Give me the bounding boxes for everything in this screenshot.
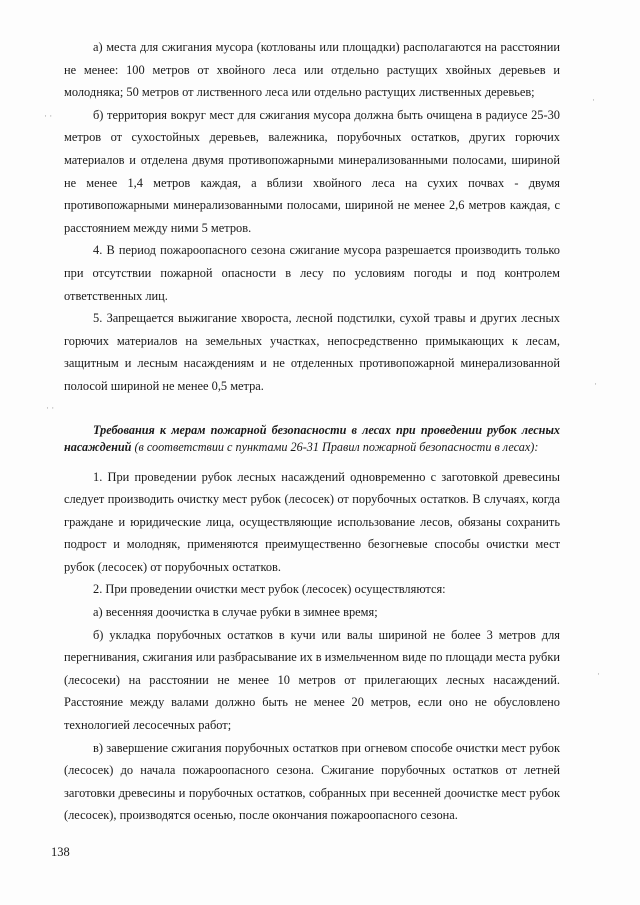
paragraph-v-finish-burning: в) завершение сжигания порубочных остатков при огневом способе очистки мест рубок (лесосек) до начала пожароопасного сезона. Сжигание порубочных остатков от летней заготовки древесины и порубочных остатков, собранных при весенней доочистке мест рубок (лесосек), производятся осенью, после окончания пожароопасного сезона. [64,740,560,823]
page-number: 138 [51,845,70,859]
spacer [64,398,560,422]
paragraph-b-piling-residues: б) укладка порубочных остатков в кучи или валы шириной не более 3 метров для перегнивания, сжигания или разбрасывание их в измельченном виде по площади места рубки (лесосеки) на расстоянии не менее 10 метров от прилегающих лесных насаждений. Расстояние между валами должно быть не менее 20 метров, если оно не обусловлено технологией лесосечных работ; [64,627,560,733]
paragraph-a-spring-cleanup: а) весенняя доочистка в случае рубки в зимнее время; [93,605,378,620]
section-heading [64,422,560,456]
paragraph-b-territory-clearing: б) территория вокруг мест для сжигания мусора должна быть очищена в радиусе 25-30 метров от сухостойных деревьев, валежника, порубочных остатков, других горючих материалов и отделена двумя противопожарными минерализованными полосами, шириной не менее 1,4 метров каждая, а вблизи хвойного леса на сухих почвах - двумя противопожарными минерализованными полосами, шириной не менее 2,6 метров каждая, с расстоянием между ними 5 метров. [64,107,560,235]
paragraph-a-burning-sites: а) места для сжигания мусора (котлованы или площадки) располагаются на расстоянии не менее: 100 метров от хвойного леса или отдельно растущих хвойных деревьев и молодняка; 50 метров от лиственного леса или отдельно растущих лиственных деревьев; [64,40,560,100]
paragraph-1-clearing-sites: 1. При проведении рубок лесных насаждений одновременно с заготовкой древесины следует производить очистку мест рубок (лесосек) от порубочных остатков. В случаях, когда граждане и юридические лица, осуществляющие использование лесов, обязаны сохранить подрост и молодняк, применяются преимущественно безогневые способы очистки мест рубок (лесосек) от порубочных остатков. [64,469,560,574]
paragraph-2-clearing-list: 2. При проведении очистки мест рубок (лесосек) осуществляются: [93,582,446,597]
scan-speck: · [594,379,597,389]
scan-speck: · [597,669,600,679]
scan-speck: · · [46,403,55,413]
paragraph-4-fire-season: 4. В период пожароопасного сезона сжигание мусора разрешается производить только при отсутствии пожарной опасности в лесу по условиям погоды и под контролем ответственных лиц. [64,243,560,303]
page-content [64,36,560,827]
scan-speck: · [592,95,595,105]
section-heading-reference: (в соответствии с пунктами 26-31 Правил пожарной безопасности в лесах): [134,439,539,454]
scan-speck: · · [44,111,53,121]
spacer [64,456,560,466]
paragraph-5-prohibition: 5. Запрещается выжигание хвороста, лесной подстилки, сухой травы и других лесных горючих материалов на земельных участках, непосредственно примыкающих к лесам, защитным и лесным насаждениям и не отделенных противопожарной минерализованной полосой шириной не менее 0,5 метра. [64,311,560,393]
section-heading-title: Требования к мерам пожарной безопасности в лесах при проведении рубок лесных насаждений [64,422,560,454]
